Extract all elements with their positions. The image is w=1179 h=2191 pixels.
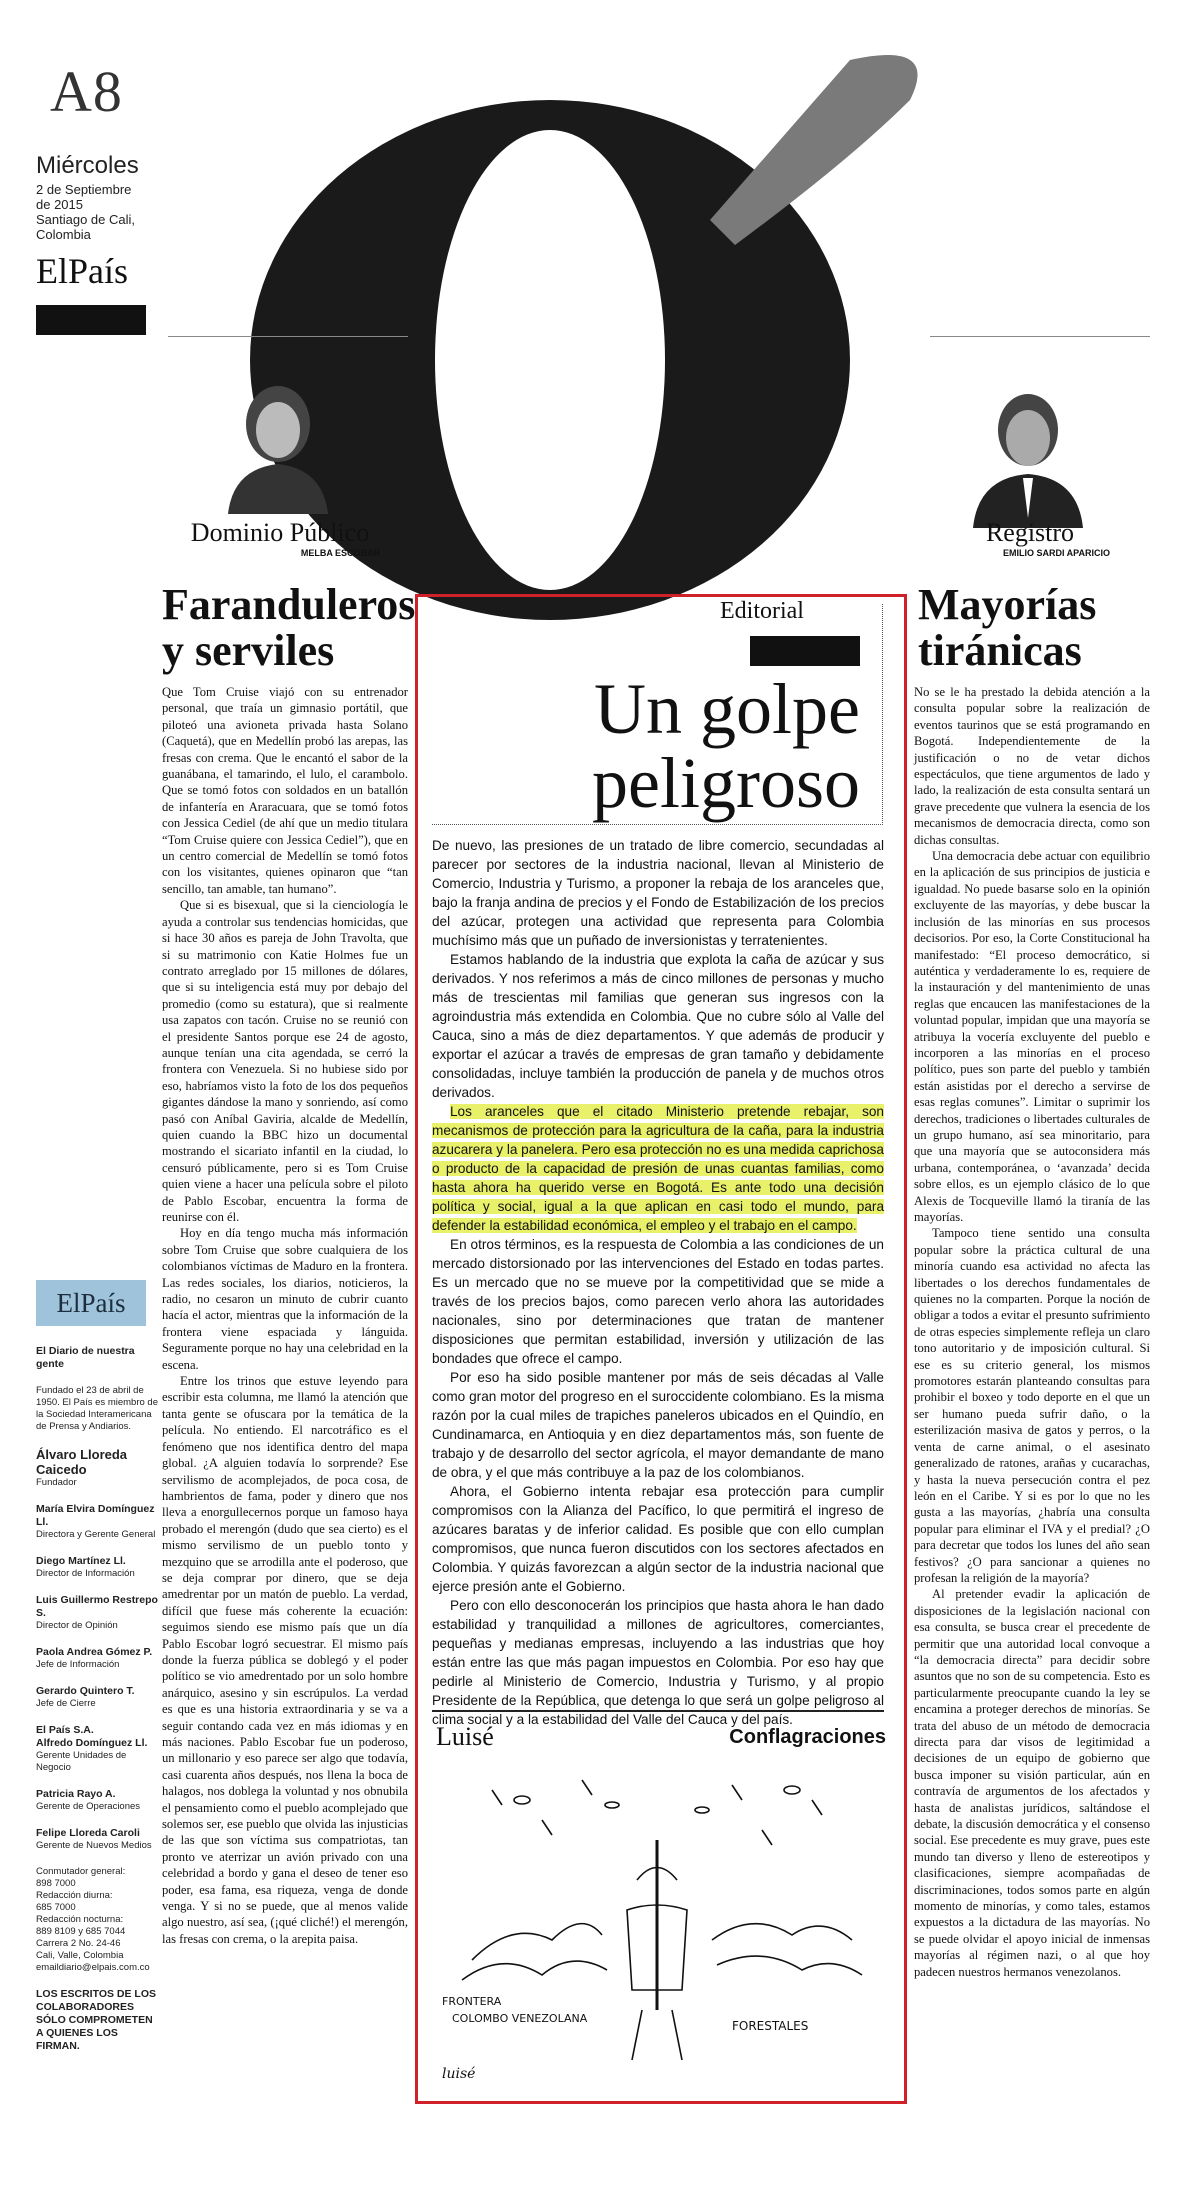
staff-item <box>36 1555 161 1580</box>
mgmt-name: Felipe Lloreda Caroli <box>36 1827 140 1839</box>
staff-role: Jefe de Información <box>36 1659 120 1670</box>
contact-line: 889 8109 y 685 7044 <box>36 1926 126 1937</box>
paragraph: De nuevo, las presiones de un tratado de libre comercio, secundadas al parecer por sectores de la industria nacional, llevan al Ministerio de Comercio, Industria y Turismo, a proponer la rebaja de los aranceles que, bajo la franja andina de precios y el Fondo de Estabilización de los precios del azúcar, protegen una actividad que representa para Colombia muchísimo más que un puñado de inversionistas y terratenientes. <box>432 838 884 948</box>
sidebar-logo: ElPaís <box>36 1280 146 1326</box>
staff-role: Directora y Gerente General <box>36 1529 156 1540</box>
staff-role: Director de Opinión <box>36 1620 118 1631</box>
date-line: de 2015 <box>36 197 83 212</box>
paragraph: Por eso ha sido posible mantener por más de seis décadas al Valle como gran motor del progreso en el suroccidente colombiano. Es la misma razón por la cual miles de trapiches paneleros ubicados en el Quindío, en Cundinamarca, en Antioquia y en diez departamentos más, son fuente de trabajo y de desarrollo del sector agrícola, el mayor demandante de mano de obra, y el que más contribuye a la paz de los colombianos. <box>432 1370 884 1480</box>
staff-item <box>36 1594 161 1632</box>
edition-day: Miércoles <box>36 152 139 179</box>
section-name: Dominio Público <box>190 518 370 547</box>
contact-info <box>36 1866 161 1974</box>
cartoon-signature: luisé <box>442 2066 476 2082</box>
staff-name: Diego Martínez Ll. <box>36 1555 126 1567</box>
founder-name: Álvaro Lloreda Caicedo <box>36 1447 128 1477</box>
editorial-label: Editorial <box>720 598 804 624</box>
contact-line: 685 7000 <box>36 1902 76 1913</box>
mgmt-name: Alfredo Domínguez Ll. <box>36 1737 148 1749</box>
contact-line: Conmutador general: <box>36 1866 126 1877</box>
sidebar-tagline: El Diario de nuestra gente <box>36 1345 135 1370</box>
logo-black-bar <box>36 305 146 335</box>
section-name: Registro <box>985 518 1075 547</box>
right-column-header <box>950 518 1110 558</box>
contact-email: emaildiario@elpais.com.co <box>36 1962 150 1973</box>
company-name: El País S.A. <box>36 1724 94 1736</box>
left-article-headline <box>162 580 416 675</box>
mgmt-item <box>36 1737 161 1774</box>
mgmt-item <box>36 1788 161 1813</box>
right-article-body <box>914 684 1150 1980</box>
edition-date <box>36 182 135 242</box>
portrait-emilio-sardi <box>968 378 1088 528</box>
contact-line: 898 7000 <box>36 1878 76 1889</box>
mgmt-role: Gerente de Operaciones <box>36 1801 141 1812</box>
mgmt-role: Gerente Unidades de Negocio <box>36 1750 127 1773</box>
staff-name: Paola Andrea Gómez P. <box>36 1646 153 1658</box>
contact-line: Redacción nocturna: <box>36 1914 124 1925</box>
left-column-header <box>180 518 380 558</box>
highlighted-paragraph <box>432 1102 884 1235</box>
staff-item <box>36 1503 161 1541</box>
right-article-headline <box>918 582 1148 674</box>
cartoon-label-colombo: COLOMBO VENEZOLANA <box>452 2012 588 2025</box>
mgmt-item <box>36 1827 161 1852</box>
newspaper-logo: ElPaís <box>36 251 129 291</box>
date-line: Santiago de Cali, <box>36 212 136 227</box>
author-name: MELBA ESCOBAR <box>300 548 380 558</box>
headline-line: Faranduleros <box>162 580 416 629</box>
title-line: Un golpe <box>594 669 860 749</box>
staff-name: María Elvira Domínguez Ll. <box>36 1503 155 1528</box>
page-number: A8 <box>50 59 123 124</box>
paragraph: Ahora, el Gobierno intenta rebajar esa protección para cumplir compromisos con la Alianza del Pacífico, lo que permitirá el ingreso de azúcares baratas y de inferior calidad. Es posible que con ello cumplan compromisos, que nunca fueron discutidos con los sectores afectados en Colombia. Y quizás favorezcan a algún sector de la industria nacional que ejerce presión ante el Gobierno. <box>432 1484 884 1594</box>
contact-line: Redacción diurna: <box>36 1890 113 1901</box>
disclaimer: LOS ESCRITOS DE LOS COLABORADORES SÓLO COMPROMETEN A QUIENES LOS FIRMAN. <box>36 1988 156 2052</box>
sidebar-credits <box>36 1345 161 2053</box>
cartoon-label-frontera: FRONTERA <box>442 1995 502 2008</box>
date-line: Colombia <box>36 227 91 242</box>
headline-line: tiránicas <box>918 626 1082 675</box>
contact-line: Cali, Valle, Colombia <box>36 1950 124 1961</box>
cartoon-author: Luisé <box>436 1722 494 1751</box>
paragraph: Al pretender evadir la aplicación de disposiciones de la legislación nacional con esa consulta, se busca crear el precedente de permitir que una autoridad local convoque a “la democracia directa” para decidir sobre asuntos que no son de su competencia. Esto es particularmente preocupante cuando la ley se encamina a proteger derechos de minorías. Se trata del abuso de un método de democracia directa para dar visos de legitimidad a decisiones de un equipo de gobierno que busca imponer su visión particular, aún en contravía de argumentos de los afectados y hasta de analistas jurídicos, saltándose el debate, la discusión democrática y el consenso social. Ese precedente es muy grave, pues este mundo tan diverso y lleno de estereotipos y clasificaciones, siempre acompañadas de discriminaciones, todos somos parte en algún momento de minorías, y como tales, estamos expuestos a la dictadura de las mayorías. No se puede olvidar el apoyo inicial de inmensas mayorías al régimen nazi, o al que hoy padecen nuestros hermanos venezolanos. <box>914 1587 1150 1979</box>
header-rule-right <box>930 336 1150 337</box>
author-name: EMILIO SARDI APARICIO <box>1002 548 1110 558</box>
headline-line: y serviles <box>162 626 335 675</box>
paragraph: Una democracia debe actuar con equilibrio en la aplicación de sus principios de justicia e igualdad. No puede basarse solo en la opinión excluyente de las mayorías, y debe buscar la inclusión de las minorías en sus procesos decisorios. Por eso, la Corte Constitucional ha manifestado: “El proceso democrático, si auténtica y verdaderamente lo es, requiere de la instauración y del mantenimiento de unas reglas que encaucen las manifestaciones de la voluntad popular, impidan que una mayoría se atribuya la vocería excluyente del pueblo e incorporen a las minorías en el proceso político, pues son parte del pueblo y también están asistidas por el derecho a servirse de esas reglas comunes”. Limitar o suprimir los derechos, tradiciones o libertades culturales de un grupo humano, así sea minoritario, para que una mayoría que se autoconsidera más urbana, contemporánea, o ‘avanzada’ decida sobre ellos, es un ejemplo clásico de lo que Alexis de Tocqueville llamó la tiranía de las mayorías. <box>914 849 1150 1224</box>
paragraph: Entre los trinos que estuve leyendo para escribir esta columna, me llamó la atención que tanta gente se ofuscara por la temática de la película. No entiendo. El narcotráfico es el fenómeno que nos identifica dentro del mapa global. ¿A alguien todavía lo sorprende? Ese servilismo de acomplejados, de poca cosa, de hambrientos de fama, poder y dinero que nos lleva a enorgullecernos porque un famoso haya probado el merengón (dudo que sea cierto) es el mismo servilismo de un pueblo tonto y mezquino que se arrodilla ante el poderoso, que se deja comprar por dinero, que se deja amedrentar por un matón de pueblo. La verdad, difícil que fuese más coherente la ecuación: seguimos siendo ese mismo país que un día Pablo Escobar logró secuestrar. El mismo país donde la fuerza pública se doblegó y el poder político se vio amedrentado por un solo hombre anárquico, asesino y sin escrúpulos. La verdad es que es una historia extraordinaria y se va a seguir contando cada vez en más idiomas y en más naciones. Pablo Escobar fue un poderoso, un millonario y eso parece ser algo que todavía, casi cuarenta años después, nos llena la boca de halagos, nos doblega la voluntad y nos obnubila el pensamiento como el pueblo acomplejado que solemos ser, ese pueblo que olvida las injusticias de las que son víctima sus compatriotas, tan pronto ve aterrizar un avión privado con una celebridad a bordo y gana el deseo de tener eso poder, esa fama, esa riqueza, venga de donde venga. Y si no se puede, que al menos valide algo nuestro, así sea, (¡qué cliché!) el merengón, las fresas con crema, o la arepita paisa. <box>162 1374 408 1946</box>
paragraph: Pero con ello desconocerán los principios que hasta ahora le han dado estabilidad y tranquilidad a millones de agricultores, comerciantes, pequeñas y medianas empresas, incluyendo a las industrias que hoy están entre las que más pagan impuestos en Colombia. Por eso hay que pedirle al Ministerio de Comercio, Industria y Turismo, y al propio Presidente de la República, que detenga lo que será un golpe peligroso al clima social y a la estabilidad del Valle del Cauca y del país. <box>432 1598 884 1727</box>
headline-line: Mayorías <box>918 580 1097 629</box>
mgmt-role: Gerente de Nuevos Medios <box>36 1840 152 1851</box>
title-line: peligroso <box>592 743 860 823</box>
contact-line: Carrera 2 No. 24-46 <box>36 1938 121 1949</box>
staff-role: Director de Información <box>36 1568 135 1579</box>
paragraph: Hoy en día tengo mucha más información sobre Tom Cruise que sobre cualquiera de los colombianos víctimas de Maduro en la frontera. Las redes sociales, los diarios, noticieros, la radio, no cesaron un minuto de cubrir cuanto hacía el actor, mientras que la información de la frontera viene espaciada y lánguida. Seguramente porque no hay una celebridad en la escena. <box>162 1226 408 1372</box>
sidebar-founded: Fundado el 23 de abril de 1950. El País es miembro de la Sociedad Interamericana de Prensa y Andiarios. <box>36 1385 158 1432</box>
staff-name: Gerardo Quintero T. <box>36 1685 135 1697</box>
portrait-melba-escobar <box>218 364 338 514</box>
highlight: Los aranceles que el citado Ministerio pretende rebajar, son mecanismos de protección para la agricultura de la caña, para la industria azucarera y la panelera. Pero esa protección no es una medida caprichosa o producto de la capacidad de presión de unas cuantas familias, como hasta ahora ha querido verse en Bogotá. Es ante todo una decisión política y social, igual a la que aplican en casi todo el mundo, para defender la estabilidad económica, el empleo y el trabajo en el campo. <box>432 1104 884 1233</box>
date-line: 2 de Septiembre <box>36 182 132 197</box>
cartoon-divider <box>432 1710 884 1712</box>
founder-title: Fundador <box>36 1477 77 1488</box>
paragraph: Que Tom Cruise viajó con su entrenador personal, que traía un gimnasio portátil, que piloteó una avioneta privada hasta Solano (Caquetá), que en Medellín probó las arepas, las fresas con crema. Que le encantó el sabor de la guanábana, el tamarindo, el lulo, el carambolo. Que se tomó fotos con soldados en un batallón de infantería en Araracuara, que se tomó fotos con Jessica Cediel (de ahí que un medio titulara “Tom Cruise quiere con Jessica Cediel”), que en un centro comercial de Medellín se tomó fotos con los visitantes, quienes opinaron que “tan sencillo, tan amable, tan humano”. <box>162 685 408 896</box>
editorial-body <box>432 836 884 1729</box>
staff-role: Jefe de Cierre <box>36 1698 96 1709</box>
editorial-black-bar <box>750 636 860 666</box>
paragraph: En otros términos, es la respuesta de Colombia a las condiciones de un mercado distorsionado por las intervenciones del Estado en todas partes. Es un mercado que no se mueve por la competitividad que se mide a través de los precios bajos, como parecen verlo ahora las autoridades nacionales, sino por determinaciones que tratan de mantener disposiciones que permitan estabilidad, inversión y utilización de las bondades que ofrece el campo. <box>432 1237 884 1366</box>
sidebar-founder <box>36 1447 161 1489</box>
staff-name: Luis Guillermo Restrepo S. <box>36 1594 158 1619</box>
paragraph: No se le ha prestado la debida atención a la consulta popular sobre la realización de eventos taurinos que se está programando en Bogotá. Independientemente de la justificación o no de vetar dichos espectáculos, que tiene argumentos de lado y lado, la realización de esta consulta sentará un grave precedente que vulnera la esencia de los mecanismos de democracia directa, como son dichas consultas. <box>914 685 1150 847</box>
paragraph: Estamos hablando de la industria que explota la caña de azúcar y sus derivados. Y nos referimos a más de cinco millones de personas y mucho más de trescientas mil familias que generan sus ingresos con la agroindustria más extendida en Colombia. Que no cubre sólo al Valle del Cauca, sino a más de diez departamentos. Y que además de producir y exportar el azúcar a través de empresas de gran tamaño y debidamente consolidadas, incluye también la producción de panela y de muchos otros derivados. <box>432 952 884 1100</box>
cartoon-title: Conflagraciones <box>729 1726 886 1748</box>
paragraph: Tampoco tiene sentido una consulta popular sobre la práctica cultural de una minoría cuando esa actividad no afecta las libertades o los derechos fundamentales de quienes no la comparten. Porque la noción de obligar a todos a evitar el presunto sufrimiento de otras especies simplemente refleja un claro tono autoritario y de imposición cultural. Si ese es su criterio general, los mismos promotores estarán planteando consultas para prohibir el boxeo y todo deporte en el que un ser humano pueda sufrir daño, o la esterilización masiva de gatos y perros, o la venta de carne animal, o el asesinato generalizado de ratones, arañas y cucarachas, y hasta la nueva persecución contra el pez león en el Caribe. Y si es por lo que no les gusta a las mayorías, ¿habría una consulta popular para eliminar el IVA y el predial? ¿O para decretar que todos los lunes del año sean festivos? ¿O para sancionar a quienes no profesan la religión de la mayoría? <box>914 1226 1150 1585</box>
cartoon-illustration <box>432 1760 884 2090</box>
staff-item <box>36 1685 161 1710</box>
staff-item <box>36 1646 161 1671</box>
paragraph: Que si es bisexual, que si la cienciología le ayuda a controlar sus tendencias homicidas, que si hace 30 años es pareja de John Travolta, que si su matrimonio con Katie Holmes fue un contrato arreglado por 15 millones de dólares, que si su inteligencia está muy por debajo del promedio (como su estatura), que si realmente usa zapatos con tacón. Cruise no se reunió con el presidente Santos porque ese 24 de agosto, aunque tenían una cita agendada, se cerró la frontera con Venezuela. Si no hubiese sido por eso, habríamos visto la foto de los dos pequeños gigantes dándose la mano y sonriendo, así como pasó con Aníbal Gaviria, alcalde de Medellín, quien cuando la BBC hizo un documental mostrando el sicariato infantil en la ciudad, lo censuró públicamente, pero si es Tom Cruise quien viene a hacer una película sobre el piloto de Pablo Escobar, encuentra la forma de reunirse con él. <box>162 898 408 1224</box>
left-article-body <box>162 684 408 1947</box>
header-rule-left <box>168 336 408 337</box>
mgmt-name: Patricia Rayo A. <box>36 1788 116 1800</box>
cartoon-label-forestales: FORESTALES <box>732 2019 809 2033</box>
editorial-title <box>560 669 860 823</box>
